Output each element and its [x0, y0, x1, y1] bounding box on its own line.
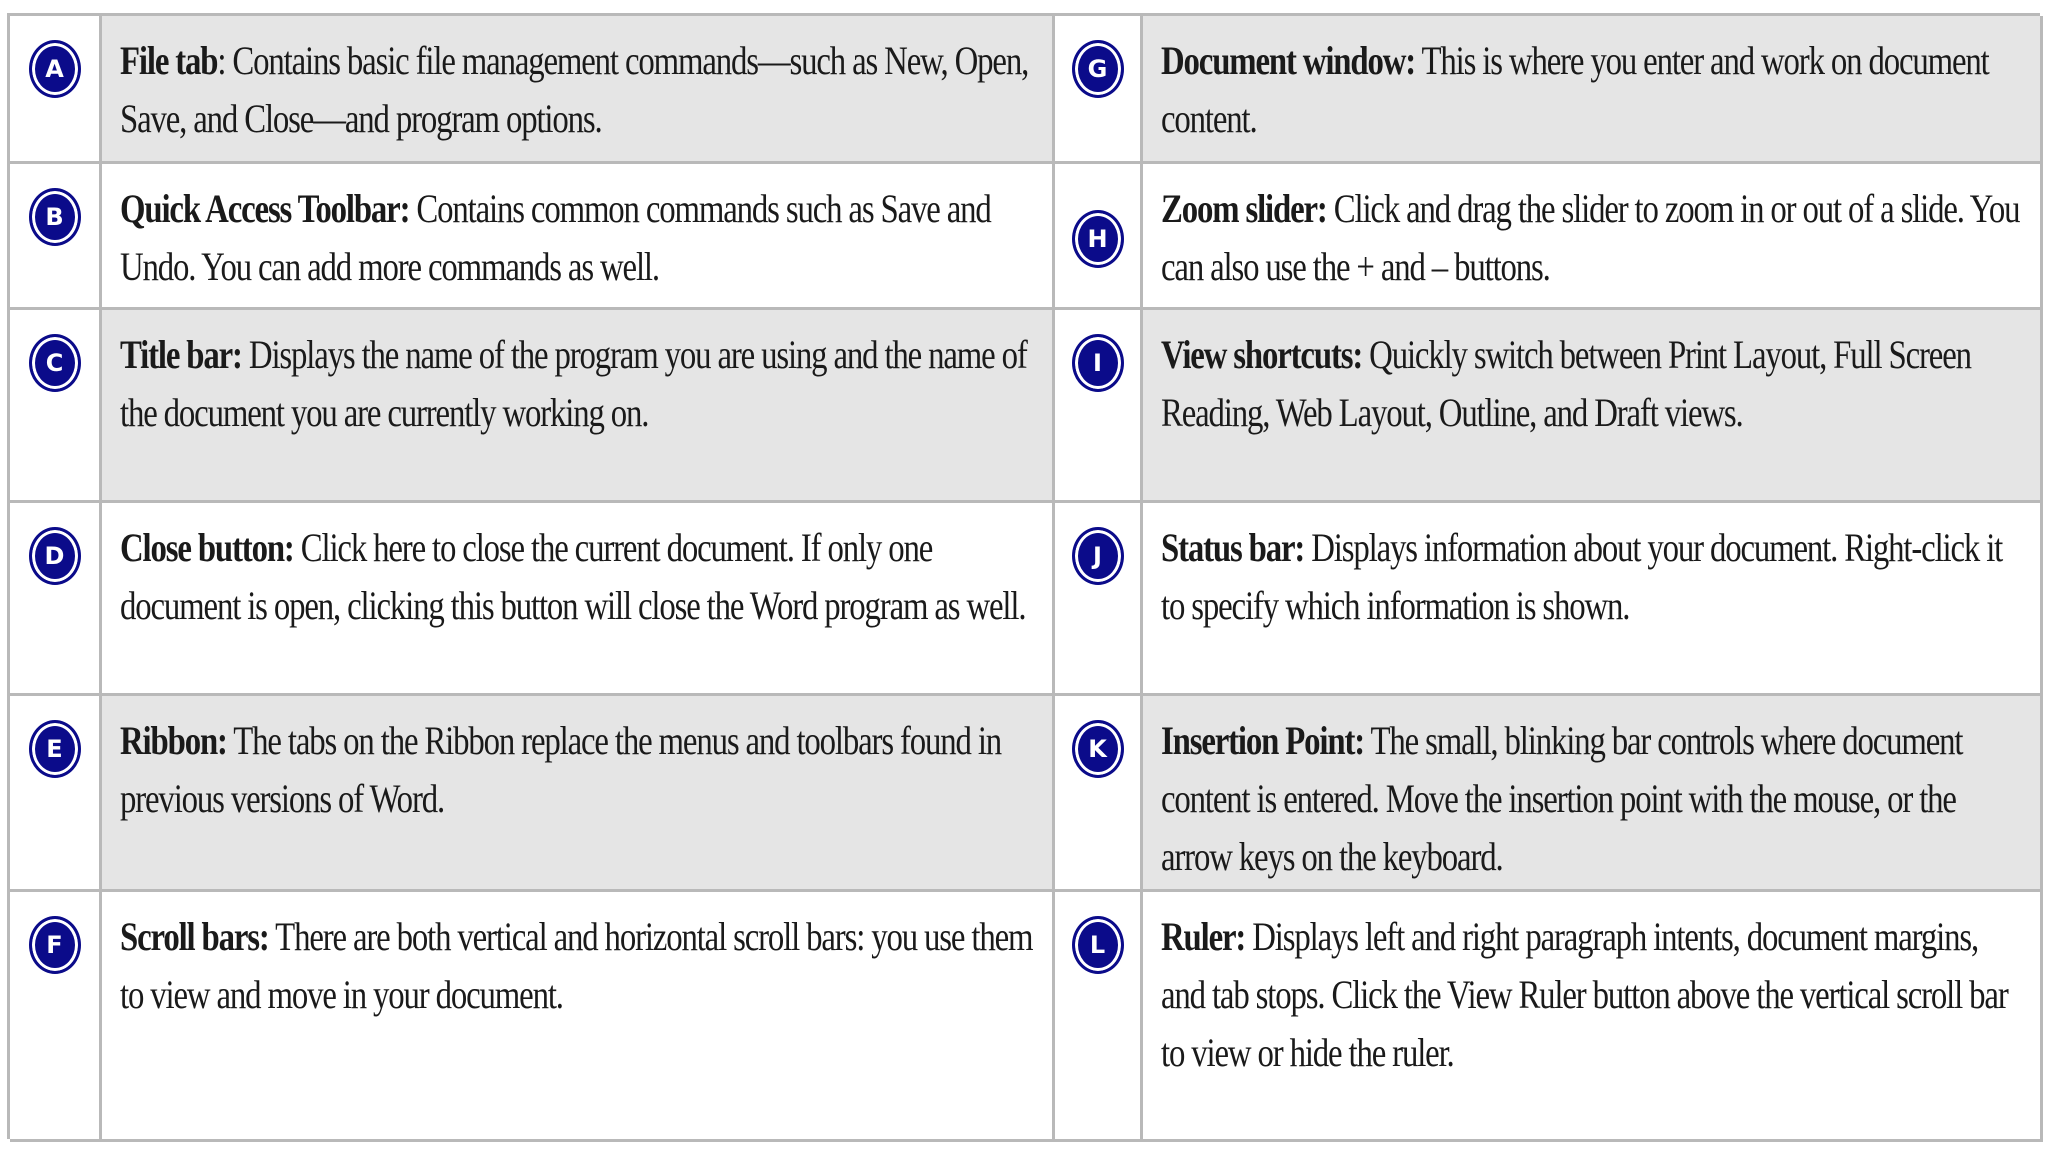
row-2-left-text-cell: [102, 164, 1055, 310]
row-5-right-badge-cell: [1055, 696, 1143, 892]
letter-badge-j: J: [1072, 527, 1124, 585]
term-insertion-point: Insertion Point:: [1161, 718, 1365, 763]
description-view-shortcuts: Quickly switch between Print Layout, Full Screen Reading, Web Layout, Outline, and Draft views.: [1161, 332, 1971, 435]
term-file-tab: File tab: [120, 38, 218, 83]
row-6-left-badge-cell: [10, 892, 102, 1142]
description-insertion-point: The small, blinking bar controls where document content is entered. Move the insertion point with the mouse, or the arrow keys on the keyboard.: [1161, 718, 1963, 879]
description-quick-access-toolbar: Contains common commands such as Save and Undo. You can add more commands as well.: [120, 186, 991, 289]
row-1-left-text-cell: [102, 16, 1055, 164]
description-ruler: Displays left and right paragraph intents, document margins, and tab stops. Click the View Ruler button above the vertical scroll bar to view or hide the ruler.: [1161, 914, 2008, 1075]
row-4-right-badge-cell: [1055, 503, 1143, 696]
term-status-bar: Status bar:: [1161, 525, 1305, 570]
description-ribbon: The tabs on the Ribbon replace the menus and toolbars found in previous versions of Word.: [120, 718, 1002, 821]
row-1-right-text-cell: [1143, 16, 2043, 164]
letter-badge-a: A: [29, 40, 81, 98]
row-6-right-badge-cell: [1055, 892, 1143, 1142]
row-2-right-text-cell: [1143, 164, 2043, 310]
description-file-tab: Contains basic file management commands—such as New, Open, Save, and Close—and program options.: [120, 38, 1029, 141]
row-4-left-badge-cell: [10, 503, 102, 696]
letter-badge-f: F: [29, 916, 81, 974]
term-ribbon: Ribbon:: [120, 718, 227, 763]
description-title-bar: Displays the name of the program you are using and the name of the document you are currently working on.: [120, 332, 1027, 435]
row-4-right-text-cell: [1143, 503, 2043, 696]
letter-badge-h: H: [1072, 210, 1124, 268]
row-2-right-badge-cell: [1055, 164, 1143, 310]
term-separator: [1327, 186, 1334, 231]
row-6-left-text-cell: [102, 892, 1055, 1142]
row-2-left-badge-cell: [10, 164, 102, 310]
letter-badge-d: D: [29, 527, 81, 585]
letter-badge-k: K: [1072, 720, 1124, 778]
glossary-table: [7, 13, 2040, 1139]
letter-badge-l: L: [1072, 916, 1124, 974]
term-quick-access-toolbar: Quick Access Toolbar:: [120, 186, 410, 231]
row-3-right-text-cell: [1143, 310, 2043, 503]
term-scroll-bars: Scroll bars:: [120, 914, 269, 959]
term-close-button: Close button:: [120, 525, 294, 570]
row-5-left-badge-cell: [10, 696, 102, 892]
term-ruler: Ruler:: [1161, 914, 1246, 959]
letter-badge-g: G: [1072, 40, 1124, 98]
row-1-left-badge-cell: [10, 16, 102, 164]
letter-badge-i: I: [1072, 334, 1124, 392]
row-6-right-text-cell: [1143, 892, 2043, 1142]
row-5-right-text-cell: [1143, 696, 2043, 892]
description-status-bar: Displays information about your document. Right-click it to specify which information is shown.: [1161, 525, 2003, 628]
letter-badge-b: B: [29, 188, 81, 246]
term-separator: [1362, 332, 1369, 377]
term-view-shortcuts: View shortcuts:: [1161, 332, 1363, 377]
term-title-bar: Title bar:: [120, 332, 242, 377]
description-close-button: Click here to close the current document. If only one document is open, clicking this button will close the Word program as well.: [120, 525, 1026, 628]
term-zoom-slider: Zoom slider:: [1161, 186, 1327, 231]
row-4-left-text-cell: [102, 503, 1055, 696]
description-zoom-slider: Click and drag the slider to zoom in or out of a slide. You can also use the + and – buttons.: [1161, 186, 2020, 289]
row-3-left-badge-cell: [10, 310, 102, 503]
term-separator: :: [217, 38, 233, 83]
letter-badge-c: C: [29, 334, 81, 392]
description-scroll-bars: There are both vertical and horizontal scroll bars: you use them to view and move in your document.: [120, 914, 1033, 1017]
letter-badge-e: E: [29, 720, 81, 778]
row-1-right-badge-cell: [1055, 16, 1143, 164]
description-document-window: This is where you enter and work on document content.: [1161, 38, 1989, 141]
term-document-window: Document window:: [1161, 38, 1416, 83]
row-5-left-text-cell: [102, 696, 1055, 892]
row-3-right-badge-cell: [1055, 310, 1143, 503]
row-3-left-text-cell: [102, 310, 1055, 503]
